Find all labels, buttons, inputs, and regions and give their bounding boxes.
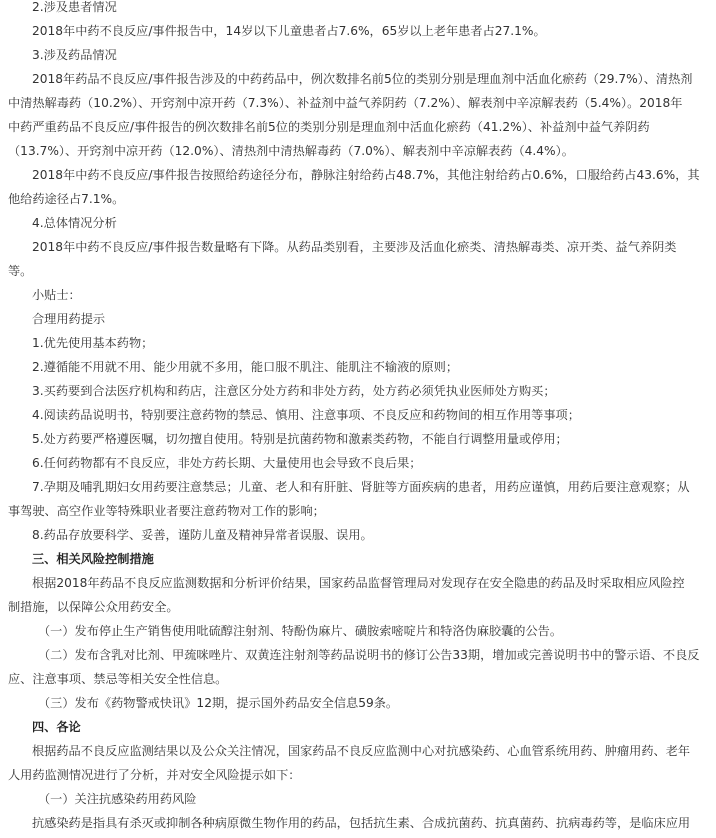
tip-item: 1.优先使用基本药物；	[32, 336, 154, 350]
paragraph-line: 制措施，以保障公众用药安全。	[8, 600, 179, 614]
paragraph-line: （13.7%）、开窍剂中凉开药（12.0%）、清热剂中清热解毒药（7.0%）、解表剂中辛凉解表药（4.4%）。	[8, 144, 574, 158]
tip-item: 3.买药要到合法医疗机构和药店，注意区分处方药和非处方药，处方药必须凭执业医师处方购买；	[32, 384, 556, 398]
subheading-overall: 4.总体情况分析	[32, 216, 117, 230]
paragraph-line: 2018年中药不良反应/事件报告中，14岁以下儿童患者占7.6%，65岁以上老年患者占27.1%。	[32, 24, 546, 38]
tip-item: 7.孕期及哺乳期妇女用药要注意禁忌；儿童、老人和有肝脏、肾脏等方面疾病的患者，用药应谨慎，用药后要注意观察；从	[32, 480, 690, 494]
paragraph-line: 人用药监测情况进行了分析，并对安全风险提示如下：	[8, 768, 301, 782]
tip-title: 合理用药提示	[32, 312, 106, 326]
section-heading-discussion: 四、各论	[32, 720, 81, 734]
tip-item: 4.阅读药品说明书，特别要注意药物的禁忌、慎用、注意事项、不良反应和药物间的相互作用等事项；	[32, 408, 580, 422]
paragraph-line: 2018年中药不良反应/事件报告按照给药途径分布，静脉注射给药占48.7%，其他注射给药占0.6%，口服给药占43.6%，其	[32, 168, 700, 182]
paragraph-line: 根据药品不良反应监测结果以及公众关注情况，国家药品不良反应监测中心对抗感染药、心血管系统用药、肿瘤用药、老年	[32, 744, 691, 758]
measure-item: （一）发布停止生产销售使用吡硫醇注射剂、特酚伪麻片、磺胺索嘧啶片和特洛伪麻胶囊的公告。	[38, 624, 563, 638]
section-heading-risk-control: 三、相关风险控制措施	[32, 552, 154, 566]
subheading-drugs: 3.涉及药品情况	[32, 48, 117, 62]
paragraph-line: 中清热解毒药（10.2%）、开窍剂中凉开药（7.3%）、补益剂中益气养阴药（7.2%）、解表剂中辛凉解表药（5.4%）。2018年	[8, 96, 683, 110]
subheading-anti-infective: （一）关注抗感染药用药风险	[38, 792, 197, 806]
tip-item: 5.处方药要严格遵医嘱，切勿擅自使用。特别是抗菌药物和激素类药物，不能自行调整用量或停用；	[32, 432, 568, 446]
paragraph-line: 中药严重药品不良反应/事件报告的例次数排名前5位的类别分别是理血剂中活血化瘀药（41.2%）、补益剂中益气养阴药	[8, 120, 650, 134]
paragraph-line: 他给药途径占7.1%。	[8, 192, 125, 206]
tip-item: 2.遵循能不用就不用、能少用就不多用，能口服不肌注、能肌注不输液的原则；	[32, 360, 459, 374]
tip-item-continued: 事驾驶、高空作业等特殊职业者要注意药物对工作的影响；	[8, 504, 325, 518]
measure-item: （三）发布《药物警戒快讯》12期，提示国外药品安全信息59条。	[38, 696, 399, 710]
paragraph-line: 2018年药品不良反应/事件报告涉及的中药药品中，例次数排名前5位的类别分别是理血剂中活血化瘀药（29.7%）、清热剂	[32, 72, 693, 86]
paragraph-line: 等。	[8, 264, 33, 278]
paragraph-line: 2018年中药不良反应/事件报告数量略有下降。从药品类别看，主要涉及活血化瘀类、清热解毒类、凉开类、益气养阴类	[32, 240, 677, 254]
measure-item: （二）发布含乳对比剂、甲巯咪唑片、双黄连注射剂等药品说明书的修订公告33期，增加或完善说明书中的警示语、不良反	[38, 648, 700, 662]
tip-item: 8.药品存放要科学、妥善，谨防儿童及精神异常者误服、误用。	[32, 528, 373, 542]
tip-item: 6.任何药物都有不良反应，非处方药长期、大量使用也会导致不良后果；	[32, 456, 422, 470]
measure-item-continued: 应、注意事项、禁忌等相关安全性信息。	[8, 672, 228, 686]
paragraph-line: 抗感染药是指具有杀灭或抑制各种病原微生物作用的药品，包括抗生素、合成抗菌药、抗真菌药、抗病毒药等，是临床应用	[32, 816, 691, 830]
subheading-patients: 2.涉及患者情况	[32, 0, 117, 14]
paragraph-line: 根据2018年药品不良反应监测数据和分析评价结果，国家药品监督管理局对发现存在安全隐患的药品及时采取相应风险控	[32, 576, 685, 590]
tip-label: 小贴士：	[32, 288, 81, 302]
